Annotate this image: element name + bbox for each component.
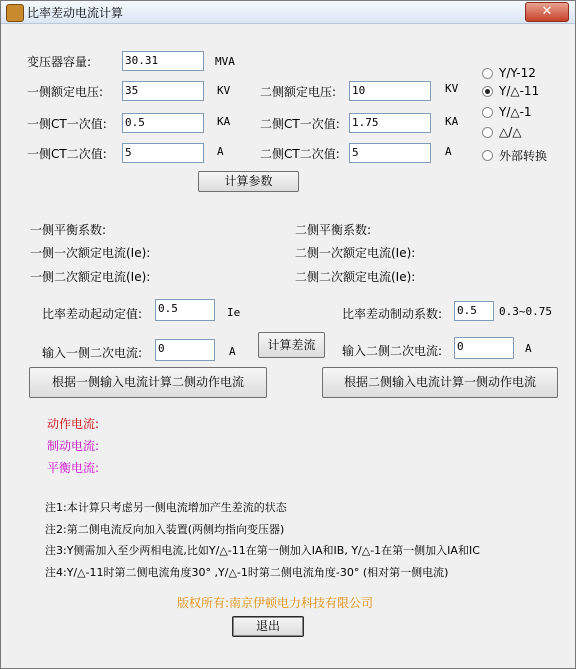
side2-balance-label: 二侧平衡系数: [295,223,372,237]
copyright-text: 版权所有:南京伊顿电力科技有限公司 [177,596,374,610]
radio-dot [482,127,493,138]
note-3: 注3:Y侧需加入至少两相电流,比如Y/△-11在第一侧加入IA和IB, Y/△-1在第一侧加入IA和IC [45,544,480,557]
input2-label: 输入二侧二次电流: [342,344,443,358]
radio-dot-selected [482,86,493,97]
side1-voltage-unit: KV [217,84,231,97]
side2-voltage-label: 二侧额定电压: [260,85,337,99]
radio-dd[interactable] [482,125,522,139]
diff-brake-range: 0.3~0.75 [499,305,552,318]
calc-diff-button[interactable]: 计算差流 [258,332,325,358]
side1-ct-secondary-label: 一侧CT二次值: [27,147,107,161]
brake-current-label: 制动电流: [47,439,100,453]
side2-ct-primary-unit: KA [445,115,459,128]
side2-voltage-field[interactable]: 10 [349,81,431,101]
action-current-label: 动作电流: [47,417,100,431]
radio-dot [482,107,493,118]
radio-yd1[interactable] [482,105,532,119]
side2-ct-primary-field[interactable]: 1.75 [349,113,431,133]
side1-balance-label: 一侧平衡系数: [30,223,107,237]
side2-ct-secondary-unit: A [445,145,452,158]
diff-start-label: 比率差动起动定值: [42,307,143,321]
input1-label: 输入一侧二次电流: [42,346,143,360]
note-1: 注1:本计算只考虑另一侧电流增加产生差流的状态 [45,501,287,514]
app-icon [6,4,24,22]
radio-label: Y/△-1 [499,105,532,119]
diff-start-field[interactable]: 0.5 [155,299,215,321]
side2-primary-current-label: 二侧一次额定电流(Ie): [295,246,416,260]
side2-voltage-unit: KV [445,82,459,95]
exit-button[interactable]: 退出 [232,616,304,637]
side2-secondary-current-label: 二侧二次额定电流(Ie): [295,270,416,284]
input1-field[interactable]: 0 [155,339,215,361]
radio-dot [482,150,493,161]
input1-unit: A [229,345,236,358]
radio-dot [482,68,493,79]
radio-yy12[interactable] [482,66,536,80]
calc-from-side2-button[interactable]: 根据二侧输入电流计算一侧动作电流 [322,367,558,398]
side1-ct-primary-field[interactable]: 0.5 [122,113,204,133]
note-4: 注4:Y/△-11时第二侧电流角度30° ,Y/△-1时第二侧电流角度-30° (相对第一侧电流) [45,566,449,579]
balance-current-label: 平衡电流: [47,461,100,475]
side1-ct-primary-label: 一侧CT一次值: [27,117,107,131]
capacity-unit: MVA [215,55,235,68]
side2-ct-secondary-field[interactable]: 5 [349,143,431,163]
window-title: 比率差动电流计算 [27,6,124,20]
close-button[interactable]: ✕ [525,2,569,22]
radio-label: Y/△-11 [499,84,540,98]
capacity-label: 变压器容量: [27,55,92,69]
side1-ct-primary-unit: KA [217,115,231,128]
client-area [5,27,571,663]
side2-ct-secondary-label: 二侧CT二次值: [260,147,340,161]
side1-voltage-field[interactable]: 35 [122,81,204,101]
diff-start-unit: Ie [227,306,241,319]
note-2: 注2:第二侧电流反向加入装置(两侧均指向变压器) [45,523,285,536]
radio-label: △/△ [499,125,522,139]
radio-label: 外部转换 [499,149,548,163]
side1-secondary-current-label: 一侧二次额定电流(Ie): [30,270,151,284]
calc-params-button[interactable]: 计算参数 [198,171,299,192]
diff-brake-field[interactable]: 0.5 [454,301,494,321]
input2-field[interactable]: 0 [454,337,514,359]
side2-ct-primary-label: 二侧CT一次值: [260,117,340,131]
diff-brake-label: 比率差动制动系数: [342,307,443,321]
radio-label: Y/Y-12 [499,66,536,80]
side1-ct-secondary-field[interactable]: 5 [122,143,204,163]
radio-external[interactable] [482,147,547,164]
side1-voltage-label: 一侧额定电压: [27,85,104,99]
input2-unit: A [525,342,532,355]
calc-from-side1-button[interactable]: 根据一侧输入电流计算二侧动作电流 [29,367,267,398]
side1-primary-current-label: 一侧一次额定电流(Ie): [30,246,151,260]
radio-yd11[interactable] [482,84,539,98]
side1-ct-secondary-unit: A [217,145,224,158]
title-bar [1,1,575,24]
capacity-field[interactable]: 30.31 [122,51,204,71]
